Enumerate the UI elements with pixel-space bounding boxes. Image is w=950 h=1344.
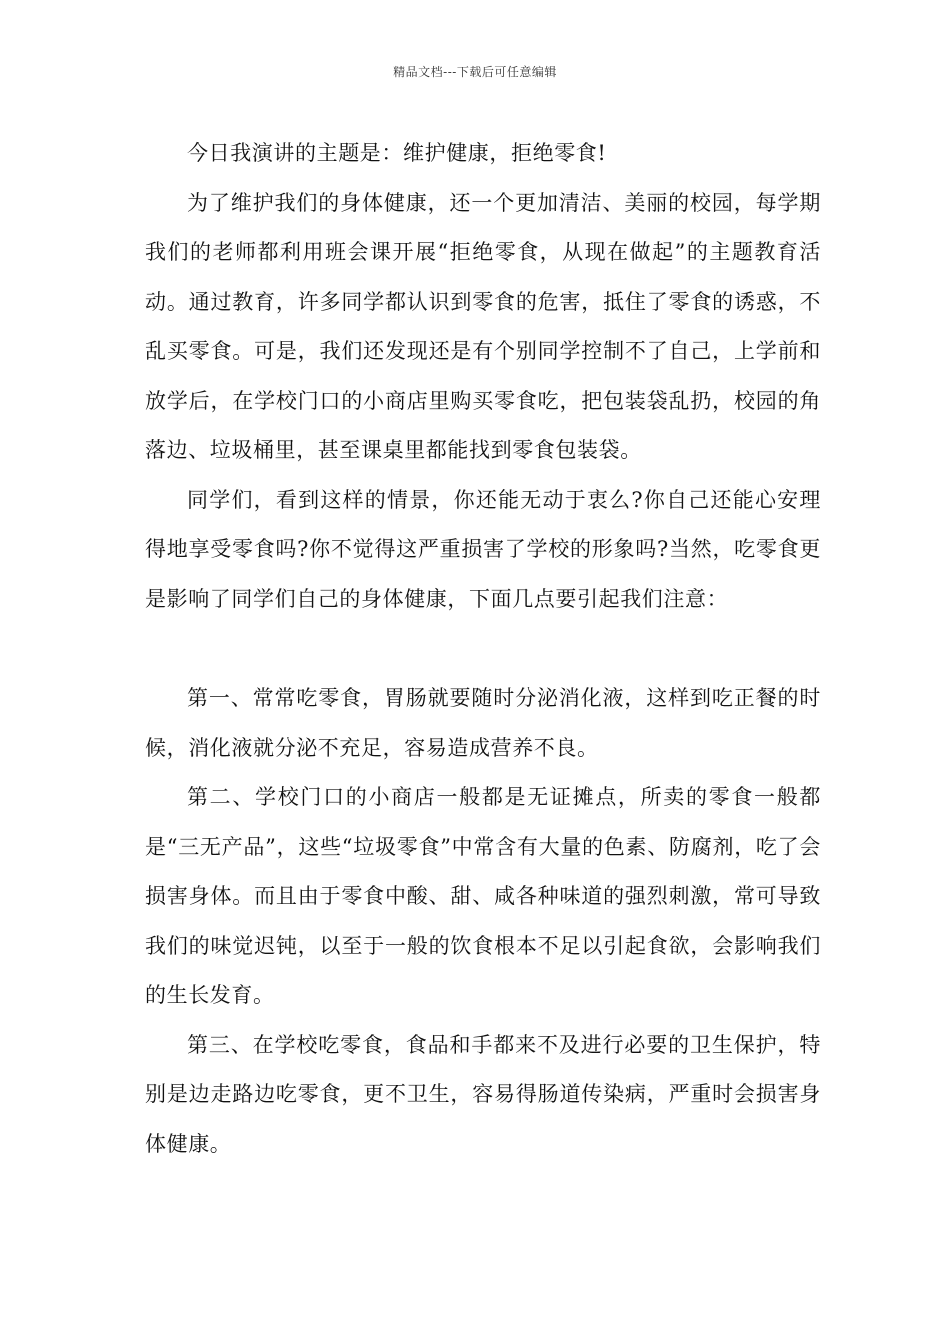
paragraph-point-three: 第三、在学校吃零食，食品和手都来不及进行必要的卫生保护，特别是边走路边吃零食，更不卫生，容易得肠道传染病，严重时会损害身体健康。: [145, 1032, 821, 1156]
paragraph-spacer: [145, 624, 821, 674]
document-body: [145, 129, 821, 1169]
paragraph-point-two: 第二、学校门口的小商店一般都是无证摊点，所卖的零食一般都是“三无产品”，这些“垃圾零食”中常含有大量的色素、防腐剂，吃了会损害身体。而且由于零食中酸、甜、咸各种味道的强烈刺激，常可导致我们的味觉迟钝，以至于一般的饮食根本不足以引起食欲，会影响我们的生长发育。: [145, 785, 821, 1007]
paragraph-point-one: 第一、常常吃零食，胃肠就要随时分泌消化液，这样到吃正餐的时候，消化液就分泌不充足，容易造成营养不良。: [145, 686, 821, 760]
paragraph-background: 为了维护我们的身体健康，还一个更加清洁、美丽的校园，每学期我们的老师都利用班会课开展“拒绝零食，从现在做起”的主题教育活动。通过教育，许多同学都认识到零食的危害，抵住了零食的诱惑，不乱买零食。可是，我们还发现还是有个别同学控制不了自己，上学前和放学后，在学校门口的小商店里购买零食吃，把包装袋乱扔，校园的角落边、垃圾桶里，甚至课桌里都能找到零食包装袋。: [145, 190, 821, 462]
page-header: 精品文档---下载后可任意编辑: [393, 65, 557, 79]
paragraph-appeal: 同学们，看到这样的情景，你还能无动于衷么?你自己还能心安理得地享受零食吗?你不觉得这严重损害了学校的形象吗?当然，吃零食更是影响了同学们自己的身体健康，下面几点要引起我们注意：: [145, 487, 821, 611]
paragraph-topic: 今日我演讲的主题是：维护健康，拒绝零食!: [187, 141, 607, 165]
